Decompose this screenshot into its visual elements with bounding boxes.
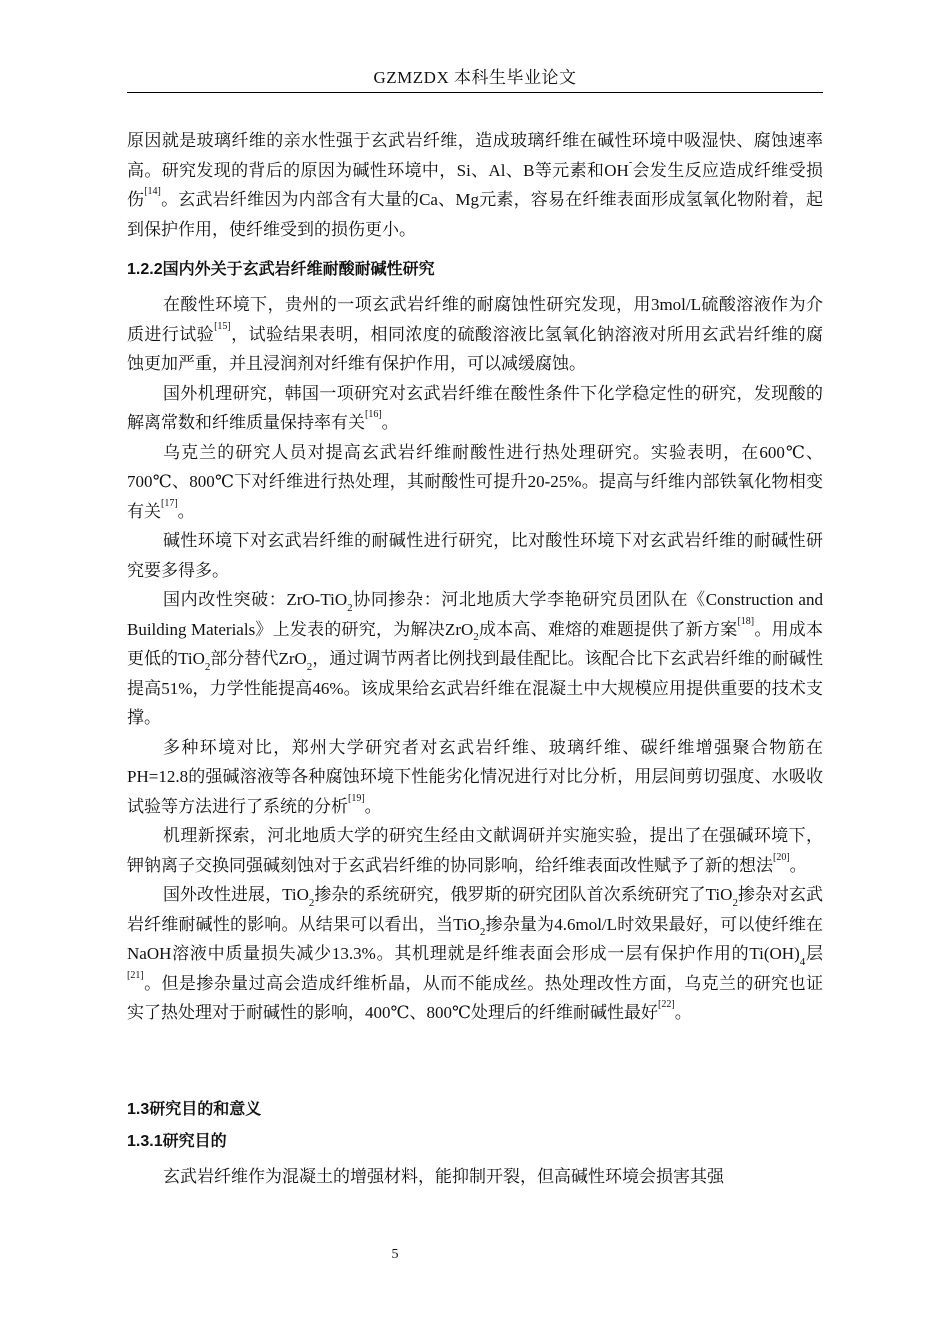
text-run: 掺杂量为4.6mol/L时效果最好，可以使纤维在NaOH溶液中质量损失减少13.3%。其机理就是纤维表面会形成一层有保护作用的Ti(OH) [127, 914, 823, 963]
citation-ref: [18] [737, 615, 755, 627]
text-run: 会发生反应造成纤维受损伤 [127, 160, 824, 209]
subscript: 2 [473, 631, 479, 643]
text-run: 。 [381, 413, 399, 432]
subscript: 2 [306, 660, 313, 673]
text-run: 协同掺杂：河北地质大学李艳研究员团队在《Construction and Building Materials》上发表的研究，为解决ZrO [127, 590, 823, 639]
subscript: 2 [308, 896, 315, 909]
text-run: 层 [805, 944, 824, 963]
text-run: 部分替代ZrO [210, 649, 307, 668]
section-heading-1-3-1: 1.3.1研究目的 [127, 1132, 227, 1150]
paragraph-acid-environment [127, 290, 823, 379]
paragraph-zro-tio2-doping [127, 585, 823, 733]
text-run: 在酸性环境下，贵州的一项玄武岩纤维的耐腐蚀性研究发现，用3mol/L硫酸溶液作为介质进行试验 [127, 295, 823, 344]
superscript: - [628, 156, 633, 168]
subscript: 2 [732, 896, 738, 909]
text-run: 。用成本更低的TiO [127, 619, 824, 668]
text-run: ，通过调节两者比例找到最佳配比。该配合比下玄武岩纤维的耐碱性提高51%，力学性能提高46%。该成果给玄武岩纤维在混凝土中大规模应用提供重要的技术支撑。 [127, 649, 823, 727]
paragraph-alkali-research: 碱性环境下对玄武岩纤维的耐碱性进行研究，比对酸性环境下对玄武岩纤维的耐碱性研究要多得多。 [127, 531, 823, 580]
citation-ref: [14] [144, 186, 161, 197]
text-run: 国内改性突破：ZrO-TiO [163, 590, 348, 609]
text-run: 机理新探索，河北地质大学的研究生经由文献调研并实施实验，提出了在强碱环境下，钾钠离子交换同强碱刻蚀对于玄武岩纤维的协同影响，给纤维表面改性赋予了新的想法 [127, 826, 823, 875]
text-run: 多种环境对比，郑州大学研究者对玄武岩纤维、玻璃纤维、碳纤维增强聚合物筋在PH=12.8的强碱溶液等各种腐蚀环境下性能劣化情况进行对比分析，用层间剪切强度、水吸收试验等方法进行了系统的分析 [127, 737, 823, 816]
page-body [127, 126, 823, 1191]
subscript: 4 [799, 955, 806, 968]
citation-ref: [16] [365, 409, 382, 420]
citation-ref: [20] [773, 851, 790, 863]
paragraph-mechanism-exploration [127, 821, 823, 880]
text-run: 国外机理研究，韩国一项研究对玄武岩纤维在酸性条件下化学稳定性的研究，发现酸的解离常数和纤维质量保持率有关 [127, 383, 823, 432]
subscript: 2 [479, 926, 486, 938]
text-run: ，试验结果表明，相同浓度的硫酸溶液比氢氧化钠溶液对所用玄武岩纤维的腐蚀更加严重，并且浸润剂对纤维有保护作用，可以减缓腐蚀。 [127, 324, 823, 373]
paragraph-ukraine-heat-treatment [127, 438, 823, 527]
citation-ref: [21] [127, 969, 144, 981]
text-run: 成本高、难熔的难题提供了新方案 [478, 619, 738, 639]
citation-ref: [19] [348, 792, 365, 804]
text-run: 掺杂的系统研究，俄罗斯的研究团队首次系统研究了TiO [314, 885, 733, 904]
section-heading-1-2-2: 1.2.2国内外关于玄武岩纤维耐酸耐碱性研究 [127, 261, 435, 278]
citation-ref: [15] [214, 320, 231, 332]
section-heading-1-3: 1.3研究目的和意义 [127, 1100, 262, 1118]
running-header: GZMZDX 本科生毕业论文 [373, 68, 577, 87]
subscript: 2 [347, 601, 353, 614]
text-run: 乌克兰的研究人员对提高玄武岩纤维耐酸性进行热处理研究。实验表明，在600℃、700℃、800℃下对纤维进行热处理，其耐酸性可提升20-25%。提高与纤维内部铁氧化物相变有关 [127, 442, 823, 521]
paragraph-environment-comparison [127, 733, 823, 822]
subscript: 2 [204, 660, 211, 673]
text-run: 。但是掺杂量过高会造成纤维析晶，从而不能成丝。热处理改性方面，乌克兰的研究也证实了热处理对于耐碱性的影响，400℃、800℃处理后的纤维耐碱性最好 [127, 973, 823, 1022]
citation-ref: [17] [161, 497, 178, 509]
citation-ref: [22] [658, 999, 675, 1010]
paragraph-korea-study [127, 379, 823, 438]
paragraph-research-purpose: 玄武岩纤维作为混凝土的增强材料，能抑制开裂，但高碱性环境会损害其强 [163, 1166, 724, 1186]
header-rule [127, 92, 823, 93]
paragraph-alkaline-damage [127, 126, 823, 244]
paragraph-tio2-doping-abroad [127, 880, 823, 1028]
page-number: 5 [391, 1247, 399, 1262]
text-run: 国外改性进展，TiO [163, 885, 309, 904]
text-run: 。 [177, 501, 195, 521]
text-run: 。 [674, 1003, 692, 1022]
text-run: 原因就是玻璃纤维的亲水性强于玄武岩纤维，造成玻璃纤维在碱性环境中吸湿快、腐蚀速率高。研究发现的背后的原因为碱性环境中，Si、Al、B等元素和OH [127, 131, 823, 180]
text-run: 。玄武岩纤维因为内部含有大量的Ca、Mg元素，容易在纤维表面形成氢氧化物附着，起到保护作用，使纤维受到的损伤更小。 [127, 190, 824, 239]
text-run: 。 [364, 796, 382, 816]
text-run: 掺杂对玄武岩纤维耐碱性的影响。从结果可以看出，当TiO [127, 885, 823, 934]
text-run: 。 [789, 855, 807, 875]
